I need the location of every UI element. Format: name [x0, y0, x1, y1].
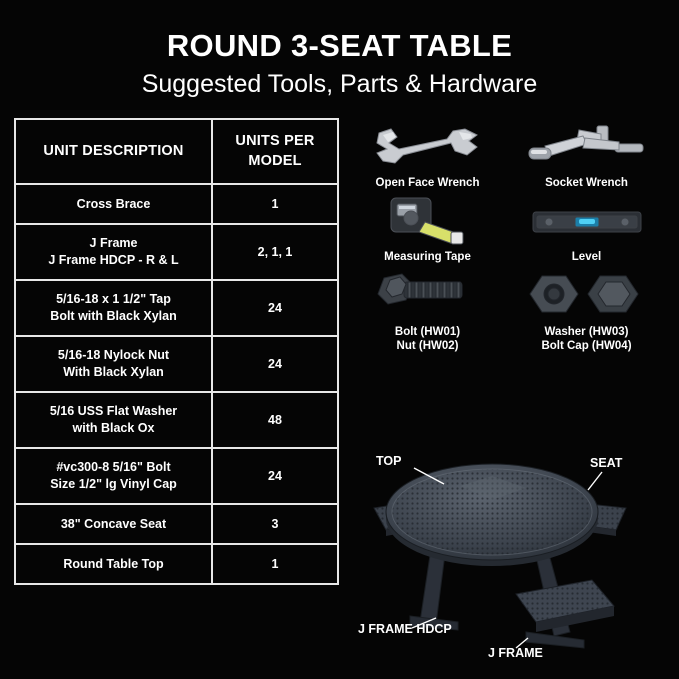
cell-units: 48: [212, 392, 338, 448]
tools-section: [348, 122, 666, 354]
table-row: [15, 224, 338, 280]
tool-level: [507, 196, 666, 264]
cell-description: 5/16-18 x 1 1/2" Tap Bolt with Black Xylan: [15, 280, 212, 336]
cell-description: #vc300-8 5/16" Bolt Size 1/2" lg Vinyl Cap: [15, 448, 212, 504]
open-face-wrench-icon: [348, 122, 507, 174]
table-row: [15, 504, 338, 544]
header: [0, 0, 679, 99]
socket-wrench-icon: [507, 122, 666, 174]
table-row: [15, 448, 338, 504]
label-j-frame-hdcp: J FRAME HDCP: [358, 622, 452, 636]
table-row: [15, 392, 338, 448]
measuring-tape-icon: [348, 196, 507, 248]
label-j-frame: J FRAME: [488, 646, 543, 660]
tool-caption: Measuring Tape: [384, 251, 471, 264]
tool-caption: Socket Wrench: [545, 177, 628, 189]
table-row: [15, 544, 338, 584]
cell-units: 3: [212, 504, 338, 544]
label-seat: SEAT: [590, 456, 623, 470]
cell-units: 1: [212, 544, 338, 584]
table-row: [15, 280, 338, 336]
tool-caption: Open Face Wrench: [375, 177, 480, 189]
level-icon: [507, 196, 666, 248]
spec-table-wrapper: [14, 118, 339, 585]
tool-washer-bolt-cap: [507, 271, 666, 354]
table-row: [15, 184, 338, 224]
table-header-row: [15, 119, 338, 184]
cell-description: J Frame J Frame HDCP - R & L: [15, 224, 212, 280]
cell-units: 24: [212, 280, 338, 336]
tools-grid: [348, 122, 666, 354]
cell-description: 38" Concave Seat: [15, 504, 212, 544]
washer-bolt-cap-icon: [507, 271, 666, 323]
tool-caption: Bolt (HW01) Nut (HW02): [394, 325, 461, 353]
label-top: TOP: [376, 454, 402, 468]
page-subtitle: Suggested Tools, Parts & Hardware: [141, 70, 538, 98]
cell-description: 5/16 USS Flat Washer with Black Ox: [15, 392, 212, 448]
product-illustration: [340, 446, 670, 674]
tool-measuring-tape: [348, 196, 507, 264]
tool-open-face-wrench: [348, 122, 507, 190]
tool-socket-wrench: [507, 122, 666, 190]
column-header-units-per-model: UNITS PER MODEL: [212, 119, 338, 184]
table-row: [15, 336, 338, 392]
cell-units: 24: [212, 336, 338, 392]
round-table-illustration: [340, 446, 670, 674]
tool-bolt-nut: [348, 271, 507, 354]
cell-description: Round Table Top: [15, 544, 212, 584]
spec-table: [14, 118, 339, 585]
cell-units: 2, 1, 1: [212, 224, 338, 280]
tool-caption: Washer (HW03) Bolt Cap (HW04): [541, 325, 632, 353]
cell-description: 5/16-18 Nylock Nut With Black Xylan: [15, 336, 212, 392]
tool-caption: Level: [571, 251, 602, 264]
page-title: ROUND 3-SEAT TABLE: [166, 28, 513, 63]
cell-units: 1: [212, 184, 338, 224]
bolt-nut-icon: [348, 271, 507, 323]
column-header-unit-description: UNIT DESCRIPTION: [15, 119, 212, 184]
cell-description: Cross Brace: [15, 184, 212, 224]
cell-units: 24: [212, 448, 338, 504]
